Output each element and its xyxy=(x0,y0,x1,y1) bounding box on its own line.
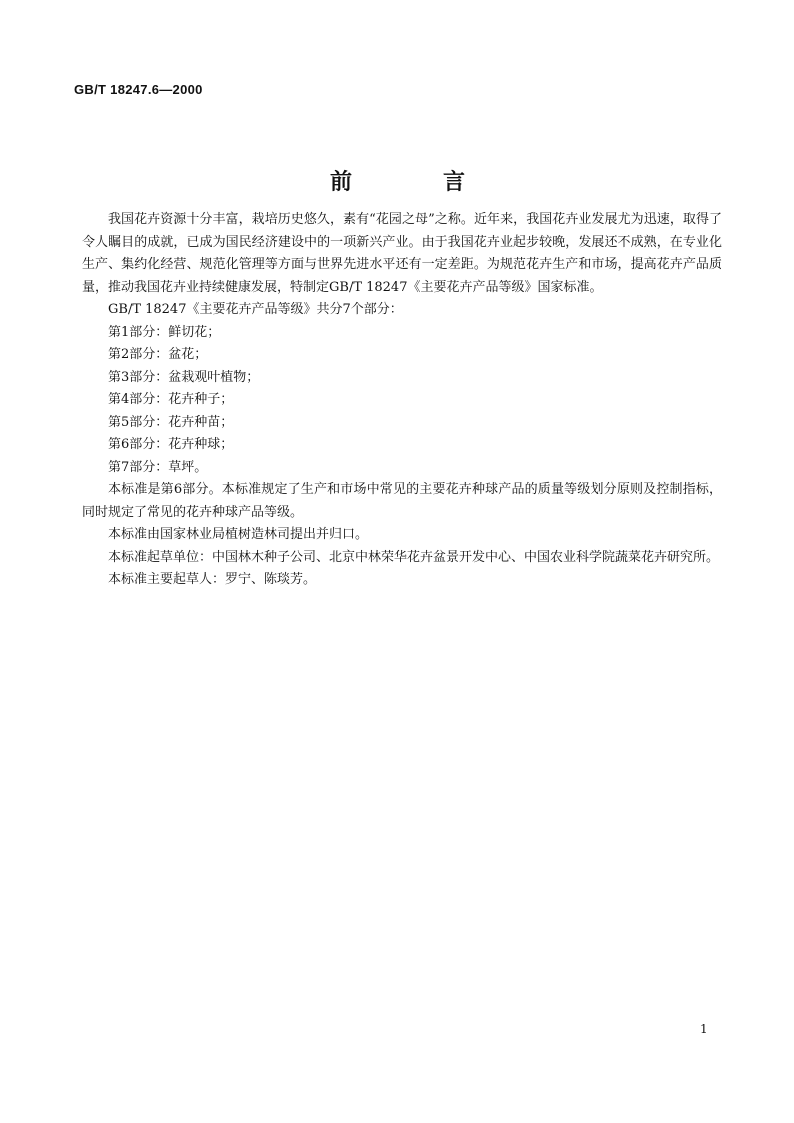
list-item-part-6: 第6部分：花卉种球； xyxy=(108,437,234,452)
page-title xyxy=(330,165,465,196)
paragraph-scope: 本标准是第6部分。本标准规定了生产和市场中常见的主要花卉种球产品的质量等级划分原则及控制指标，同时规定了常见的花卉种球产品等级。 xyxy=(82,482,722,520)
paragraph-drafting-units: 本标准起草单位：中国林木种子公司、北京中林荣华花卉盆景开发中心、中国农业科学院蔬菜花卉研究所。 xyxy=(108,549,720,565)
standard-code: GB/T 18247.6—2000 xyxy=(74,82,203,97)
title-char-1: 前 xyxy=(330,170,353,195)
paragraph-intro: 我国花卉资源十分丰富，栽培历史悠久，素有“花园之母”之称。近年来，我国花卉业发展尤为迅速，取得了令人瞩目的成就，已成为国民经济建设中的一项新兴产业。由于我国花卉业起步较晚，发展还不成熟，在专业化生产、集约化经营、规范化管理等方面与世界先进水平还有一定差距。为规范花卉生产和市场，提高花卉产品质量，推动我国花卉业持续健康发展，特制定GB/T 18247《主要花卉产品等级》国家标准。 xyxy=(82,212,722,295)
paragraph-drafters: 本标准主要起草人：罗宁、陈琰芳。 xyxy=(108,572,317,587)
paragraph-parts-summary: GB/T 18247《主要花卉产品等级》共分7个部分： xyxy=(108,302,403,317)
list-item-part-4: 第4部分：花卉种子； xyxy=(108,392,234,407)
list-item-part-1: 第1部分：鲜切花； xyxy=(108,324,221,340)
list-item-part-5: 第5部分：花卉种苗； xyxy=(108,414,234,430)
list-item-part-2: 第2部分：盆花； xyxy=(108,347,208,362)
page-number: 1 xyxy=(700,1022,708,1036)
preface-body xyxy=(82,209,722,592)
list-item-part-7: 第7部分：草坪。 xyxy=(108,459,208,475)
title-char-2: 言 xyxy=(442,170,465,195)
list-item-part-3: 第3部分：盆栽观叶植物； xyxy=(108,369,260,385)
paragraph-proposer: 本标准由国家林业局植树造林司提出并归口。 xyxy=(108,527,369,542)
